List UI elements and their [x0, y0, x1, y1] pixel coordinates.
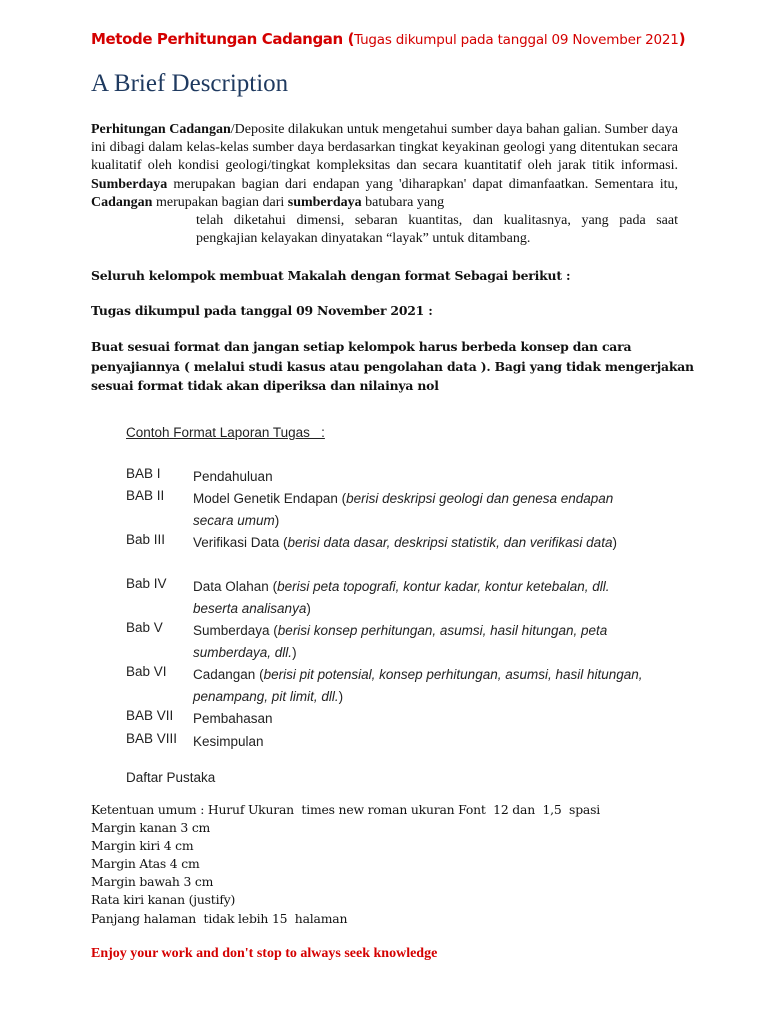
term-perhitungan-cadangan: Perhitungan Cadangan	[91, 122, 231, 137]
rule-line: Panjang halaman tidak lebih 15 halaman	[91, 910, 348, 926]
chapter-note: berisi konsep perhitungan, asumsi, hasil hitungan, peta sumberdaya, dll.	[193, 623, 608, 660]
chapter-number: BAB I	[126, 466, 161, 481]
instruction-line-2: Tugas dikumpul pada tanggal 09 November 2021 :	[91, 303, 433, 318]
chapter-number: Bab VI	[126, 664, 167, 679]
general-rules	[91, 801, 600, 928]
document-header	[91, 30, 685, 49]
header-deadline: Tugas dikumpul pada tanggal 09 November 2021	[354, 32, 679, 48]
instruction-line-3b: penyajiannya ( melalui studi kasus atau pengolahan data ). Bagi yang tidak mengerjakan	[91, 358, 694, 374]
instruction-line-1: Seluruh kelompok membuat Makalah dengan format Sebagai berikut :	[91, 268, 571, 283]
description-paragraph-2: telah diketahui dimensi, sebaran kuantitas, dan kualitasnya, yang pada saat pengkajian kelayakan dinyatakan “layak” untuk ditambang.	[196, 213, 678, 247]
instruction-line-3	[91, 337, 694, 396]
description-text: merupakan bagian dari	[152, 194, 288, 210]
chapter-number: BAB II	[126, 488, 165, 503]
chapter-note: berisi peta topografi, kontur kadar, kontur ketebalan, dll. beserta analisanya	[193, 579, 610, 616]
chapter-title-text: Cadangan	[193, 667, 256, 682]
format-title: Contoh Format Laporan Tugas :	[126, 425, 325, 440]
header-close-paren: )	[678, 30, 686, 48]
rule-line: Margin bawah 3 cm	[91, 874, 214, 890]
chapter-note: berisi data dasar, deskripsi statistik, dan verifikasi data	[287, 535, 613, 550]
page-title: A Brief Description	[91, 70, 289, 97]
rule-line: Margin kiri 4 cm	[91, 838, 194, 854]
header-title: Metode Perhitungan Cadangan (	[91, 30, 355, 48]
description-block	[91, 121, 678, 248]
chapter-number: Bab V	[126, 620, 163, 635]
chapter-title: Pembahasan	[193, 711, 273, 726]
chapter-title-text: Sumberdaya	[193, 623, 270, 638]
chapter-number: Bab III	[126, 532, 166, 547]
chapter-title: Cadangan (berisi pit potensial, konsep perhitungan, asumsi, hasil hitungan, penampang, pit limit, dll.)	[193, 667, 643, 704]
chapter-title: Kesimpulan	[193, 734, 264, 749]
chapter-note: berisi pit potensial, konsep perhitungan, asumsi, hasil hitungan, penampang, pit limit, dll.	[193, 667, 643, 704]
term-cadangan: Cadangan	[91, 194, 153, 210]
chapter-title: Sumberdaya (berisi konsep perhitungan, asumsi, hasil hitungan, peta sumberdaya, dll.)	[193, 623, 608, 660]
description-text: batubara yang	[361, 194, 445, 210]
closing-message: Enjoy your work and don't stop to always seek knowledge	[91, 946, 438, 961]
description-text: merupakan bagian dari endapan yang 'diharapkan' dapat dimanfaatkan. Sementara itu,	[167, 176, 678, 192]
rule-line: Margin Atas 4 cm	[91, 856, 200, 872]
description-text: /Deposite dilakukan untuk mengetahui sumber daya bahan galian. Sumber daya ini dibagi dalam kelas-kelas sumber daya berdasarkan tingkat keyakinan geologi yang ditentukan secara kualitatif oleh kondisi geologi/tingkat kompleksitas dan secara kuantitatif oleh jarak titik informasi.	[91, 122, 678, 174]
chapter-number: BAB VII	[126, 708, 174, 723]
chapter-title: Data Olahan (berisi peta topografi, kontur kadar, kontur ketebalan, dll. beserta analisanya)	[193, 579, 610, 616]
bibliography-label: Daftar Pustaka	[126, 770, 216, 785]
chapter-title-text: Model Genetik Endapan	[193, 491, 338, 506]
chapter-note: berisi deskripsi geologi dan genesa endapan secara umum	[193, 491, 614, 528]
term-sumberdaya-2: sumberdaya	[287, 194, 362, 210]
term-sumberdaya: Sumberdaya	[91, 176, 168, 192]
description-paragraph-1	[91, 121, 678, 212]
rule-line: Rata kiri kanan (justify)	[91, 892, 236, 908]
rule-line: Ketentuan umum : Huruf Ukuran times new roman ukuran Font 12 dan 1,5 spasi	[91, 802, 601, 817]
instruction-line-3c: sesuai format tidak akan diperiksa dan nilainya nol	[91, 378, 439, 393]
chapter-title-text: Data Olahan	[193, 579, 269, 594]
chapter-number: Bab IV	[126, 576, 167, 591]
chapter-title-text: Verifikasi Data	[193, 535, 280, 550]
chapter-title: Pendahuluan	[193, 469, 273, 484]
chapter-number: BAB VIII	[126, 731, 178, 746]
chapter-title: Model Genetik Endapan (berisi deskripsi geologi dan genesa endapan secara umum)	[193, 491, 614, 528]
instruction-line-3a: Buat sesuai format dan jangan setiap kelompok harus berbeda konsep dan cara	[91, 339, 632, 354]
rule-line: Margin kanan 3 cm	[91, 820, 211, 836]
chapter-title: Verifikasi Data (berisi data dasar, deskripsi statistik, dan verifikasi data)	[193, 535, 617, 550]
